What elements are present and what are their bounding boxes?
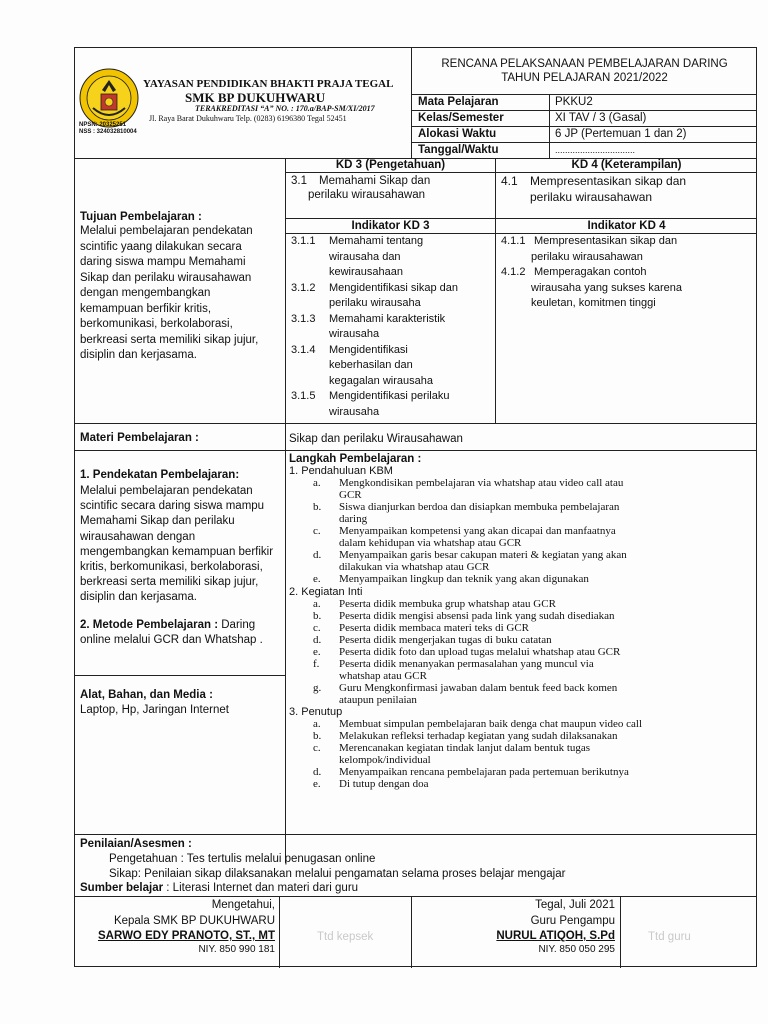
kd4-indicator-number: 4.1.2 bbox=[501, 266, 526, 278]
info-value-kelas: XI TAV / 3 (Gasal) bbox=[555, 112, 647, 124]
kd3-indicator-text: Memahami karakteristik bbox=[329, 312, 446, 325]
langkah-item-text: dalam kehidupan via whatshap atau GCR bbox=[339, 537, 522, 550]
sig-left-ttd: Ttd kepsek bbox=[317, 931, 374, 943]
langkah-section-title: 3. Penutup bbox=[289, 706, 343, 718]
kd4-text-1: Mempresentasikan sikap dan bbox=[530, 174, 687, 188]
school-name: SMK BP DUKUHWARU bbox=[185, 90, 326, 105]
langkah-item-text: GCR bbox=[339, 489, 362, 502]
sig-left-name: SARWO EDY PRANOTO, ST., MT bbox=[98, 930, 275, 942]
langkah-item-text: Di tutup dengan doa bbox=[339, 778, 429, 791]
langkah-item-text: Menyampaikan lingkup dan teknik yang akan digunakan bbox=[339, 573, 589, 586]
sig-left-line2: Kepala SMK BP DUKUHWARU bbox=[113, 915, 275, 927]
sig-right-line1: Tegal, Juli 2021 bbox=[535, 899, 615, 911]
langkah-item-letter: c. bbox=[313, 525, 321, 538]
kd4-indicator-number: 4.1.1 bbox=[501, 235, 526, 247]
school-logo bbox=[79, 68, 139, 128]
langkah-section-title: 2. Kegiatan Inti bbox=[289, 585, 363, 598]
langkah-item-text: Peserta didik menanyakan permasalahan yang muncul via bbox=[339, 657, 594, 670]
kd4-indicator-text: Mempresentasikan sikap dan bbox=[534, 235, 678, 247]
langkah-item-letter: a. bbox=[313, 718, 321, 731]
kd3-text-2: perilaku wirausahawan bbox=[308, 189, 425, 201]
info-label-tanggal: Tanggal/Waktu bbox=[418, 144, 499, 156]
penilaian-pengetahuan: Pengetahuan : Tes tertulis melalui penugasan online bbox=[109, 853, 376, 865]
info-value-tanggal: ................................ bbox=[555, 145, 636, 155]
kd3-num: 3.1 bbox=[291, 175, 307, 187]
kd3-header: KD 3 (Pengetahuan) bbox=[335, 159, 446, 171]
langkah-item-text: Siswa dianjurkan berdoa dan disiapkan membuka pembelajaran bbox=[339, 501, 620, 514]
langkah-item-text: Peserta didik mengerjakan tugas di buku catatan bbox=[339, 633, 552, 646]
alat-text: Laptop, Hp, Jaringan Internet bbox=[80, 704, 229, 716]
langkah-item-text: Merencanakan kegiatan tindak lanjut dalam bentuk tugas bbox=[339, 742, 591, 755]
sig-left-niy: NIY. 850 990 181 bbox=[198, 944, 275, 955]
langkah-item-letter: a. bbox=[313, 477, 321, 490]
langkah-item-text: Menyampaikan kompetensi yang akan dicapai dan manfaatnya bbox=[339, 525, 616, 538]
kd3-text-1: Memahami Sikap dan bbox=[319, 175, 431, 187]
pendekatan-title: 1. Pendekatan Pembelajaran: bbox=[80, 469, 240, 481]
langkah-item-letter: g. bbox=[313, 681, 322, 694]
sumber-text: : Literasi Internet dan materi dari guru bbox=[163, 882, 359, 894]
sig-right-line2: Guru Pengampu bbox=[530, 915, 615, 927]
materi-value: Sikap dan perilaku Wirausahawan bbox=[289, 433, 463, 445]
kd4-text-2: perilaku wirausahawan bbox=[530, 190, 653, 204]
langkah-item-text: ataupun penilaian bbox=[339, 693, 417, 706]
tujuan-text: Melalui pembelajaran pendekatan scintific yaang dilakukan secara daring siswa mampu Memahami Sikap dan perilaku wirausahawan dengan mengembangkan kemampuan berfikir kritis, berkomunikasi, berkolaborasi, berkreasi serta memiliki sikap jujur, disiplin dan kerjasama. bbox=[80, 225, 259, 361]
kd3-indicator-header: Indikator KD 3 bbox=[351, 220, 430, 232]
nss: NSS : 324032810004 bbox=[79, 129, 137, 135]
langkah-item-letter: d. bbox=[313, 549, 322, 562]
foundation-name: YAYASAN PENDIDIKAN BHAKTI PRAJA TEGAL bbox=[143, 78, 394, 90]
kd3-indicator-text: Memahami tentang bbox=[329, 235, 424, 247]
langkah-section-title: 1. Pendahuluan KBM bbox=[289, 465, 393, 477]
langkah-item-letter: f. bbox=[313, 657, 320, 670]
langkah-item-text: whatshap atau GCR bbox=[339, 669, 427, 682]
kd3-indicator-text: kegagalan wirausaha bbox=[329, 374, 433, 387]
langkah-item-text: Peserta didik membaca materi teks di GCR bbox=[339, 621, 530, 634]
school-address: Jl. Raya Barat Dukuhwaru Telp. (0283) 6196380 Tegal 52451 bbox=[149, 114, 347, 123]
sumber-label: Sumber belajar bbox=[80, 882, 164, 894]
sumber-belajar bbox=[80, 881, 358, 895]
langkah-item-letter: e. bbox=[313, 645, 321, 658]
langkah-item-letter: d. bbox=[313, 766, 322, 779]
langkah-item-text: Menyampaikan garis besar cakupan materi & kegiatan yang akan bbox=[339, 549, 627, 562]
kd3-indicator-number: 3.1.5 bbox=[291, 390, 316, 402]
kd4-indicator-text: Memperagakan contoh bbox=[534, 266, 647, 278]
langkah-item-letter: c. bbox=[313, 621, 321, 634]
kd3-indicator-text: wirausaha dan bbox=[329, 250, 401, 263]
langkah-item-letter: b. bbox=[313, 609, 322, 622]
langkah-item-letter: c. bbox=[313, 742, 321, 755]
penilaian-title: Penilaian/Asesmen : bbox=[80, 838, 192, 850]
kd3-indicator-number: 3.1.4 bbox=[291, 343, 316, 356]
langkah-item-letter: e. bbox=[313, 778, 321, 791]
langkah-item-text: Peserta didik foto dan upload tugas melalui whatshap atau GCR bbox=[339, 645, 621, 658]
rpp-sheet bbox=[74, 47, 757, 967]
langkah-item-text: dilakukan via whatshap atau GCR bbox=[339, 561, 490, 574]
kd3-indicator-number: 3.1.3 bbox=[291, 312, 316, 325]
doc-title-1: RENCANA PELAKSANAAN PEMBELAJARAN DARING bbox=[441, 58, 728, 70]
langkah-item-text: Menyampaikan rencana pembelajaran pada pertemuan berikutnya bbox=[339, 766, 629, 779]
langkah-item-letter: b. bbox=[313, 730, 322, 743]
metode-paragraph bbox=[80, 618, 280, 647]
pendekatan-text: Melalui pembelajaran pendekatan scintific secara daring siswa mampu Memahami Sikap dan perilaku wirausahawan dengan mengembangkan kemampuan berfikir kritis, berkomunikasi, berkolaborasi, berkreasi serta memiliki sikap jujur, disiplin dan kerjasama. bbox=[80, 485, 274, 604]
info-label-mapel: Mata Pelajaran bbox=[418, 96, 499, 108]
sig-right-ttd: Ttd guru bbox=[648, 931, 691, 943]
tujuan-title: Tujuan Pembelajaran : bbox=[80, 211, 202, 223]
kd3-indicator-text: kewirausahaan bbox=[329, 266, 403, 278]
kd4-indicator-text: wirausaha yang sukses karena bbox=[531, 281, 683, 294]
langkah-item-text: Guru Mengkonfirmasi jawaban dalam bentuk feed back komen bbox=[339, 681, 618, 694]
info-label-kelas: Kelas/Semester bbox=[418, 112, 504, 124]
info-label-alokasi: Alokasi Waktu bbox=[418, 128, 497, 140]
accreditation: TERAKREDITASI “A” NO. : 170.a/BAP-SM/XI/2017 bbox=[195, 104, 375, 113]
langkah-item-letter: d. bbox=[313, 633, 322, 646]
langkah-item-letter: a. bbox=[313, 597, 321, 610]
langkah-item-text: kelompok/individual bbox=[339, 754, 431, 767]
langkah-item-text: Peserta didik membuka grup whatshap atau GCR bbox=[339, 597, 556, 610]
kd4-indicator-header: Indikator KD 4 bbox=[587, 220, 666, 232]
sig-right-niy: NIY. 850 050 295 bbox=[538, 944, 615, 955]
kd3-indicator-text: Mengidentifikasi bbox=[329, 343, 408, 356]
kd4-num: 4.1 bbox=[501, 174, 518, 188]
langkah-item-letter: b. bbox=[313, 501, 322, 514]
langkah-title: Langkah Pembelajaran : bbox=[289, 453, 422, 465]
kd4-indicator-text: perilaku wirausahawan bbox=[531, 250, 643, 263]
langkah-item-letter: e. bbox=[313, 573, 321, 586]
npsn: NPSN: 20325251 bbox=[79, 122, 127, 128]
langkah-item-text: Melakukan refleksi terhadap kegiatan yang sudah dilaksanakan bbox=[339, 730, 618, 743]
metode-text: Daring online melalui GCR dan Whatshap . bbox=[80, 619, 263, 646]
materi-label: Materi Pembelajaran : bbox=[80, 432, 199, 444]
kd3-indicator-text: keberhasilan dan bbox=[329, 359, 413, 371]
kd3-indicator-text: perilaku wirausaha bbox=[329, 297, 421, 309]
kd3-indicator-text: Mengidentifikasi perilaku bbox=[329, 390, 450, 402]
alat-title: Alat, Bahan, dan Media : bbox=[80, 689, 213, 701]
langkah-item-text: daring bbox=[339, 513, 368, 526]
kd3-indicator-number: 3.1.2 bbox=[291, 281, 316, 294]
kd3-indicator-text: wirausaha bbox=[329, 328, 380, 340]
kd3-indicator-number: 3.1.1 bbox=[291, 235, 316, 247]
kd4-header: KD 4 (Keterampilan) bbox=[571, 159, 682, 171]
metode-title: 2. Metode Pembelajaran : bbox=[80, 619, 219, 631]
kd4-indicator-text: keuletan, komitmen tinggi bbox=[531, 297, 656, 309]
langkah-item-text: Membuat simpulan pembelajaran baik denga chat maupun video call bbox=[339, 718, 643, 731]
kd3-indicator-text: wirausaha bbox=[329, 405, 380, 418]
sig-right-name: NURUL ATIQOH, S.Pd bbox=[496, 930, 615, 942]
penilaian-sikap: Sikap: Penilaian sikap dilaksanakan melalui pengamatan selama proses belajar mengajar bbox=[109, 868, 566, 880]
sig-left-line1: Mengetahui, bbox=[211, 899, 275, 911]
info-value-mapel: PKKU2 bbox=[555, 96, 593, 108]
info-value-alokasi: 6 JP (Pertemuan 1 dan 2) bbox=[555, 128, 687, 140]
langkah-item-text: Mengkondisikan pembelajaran via whatshap atau video call atau bbox=[339, 477, 624, 490]
doc-title-2: TAHUN PELAJARAN 2021/2022 bbox=[501, 72, 668, 84]
kd3-indicator-text: Mengidentifikasi sikap dan bbox=[329, 281, 459, 294]
langkah-item-text: Peserta didik mengisi absensi pada link yang sudah disediakan bbox=[339, 609, 615, 622]
